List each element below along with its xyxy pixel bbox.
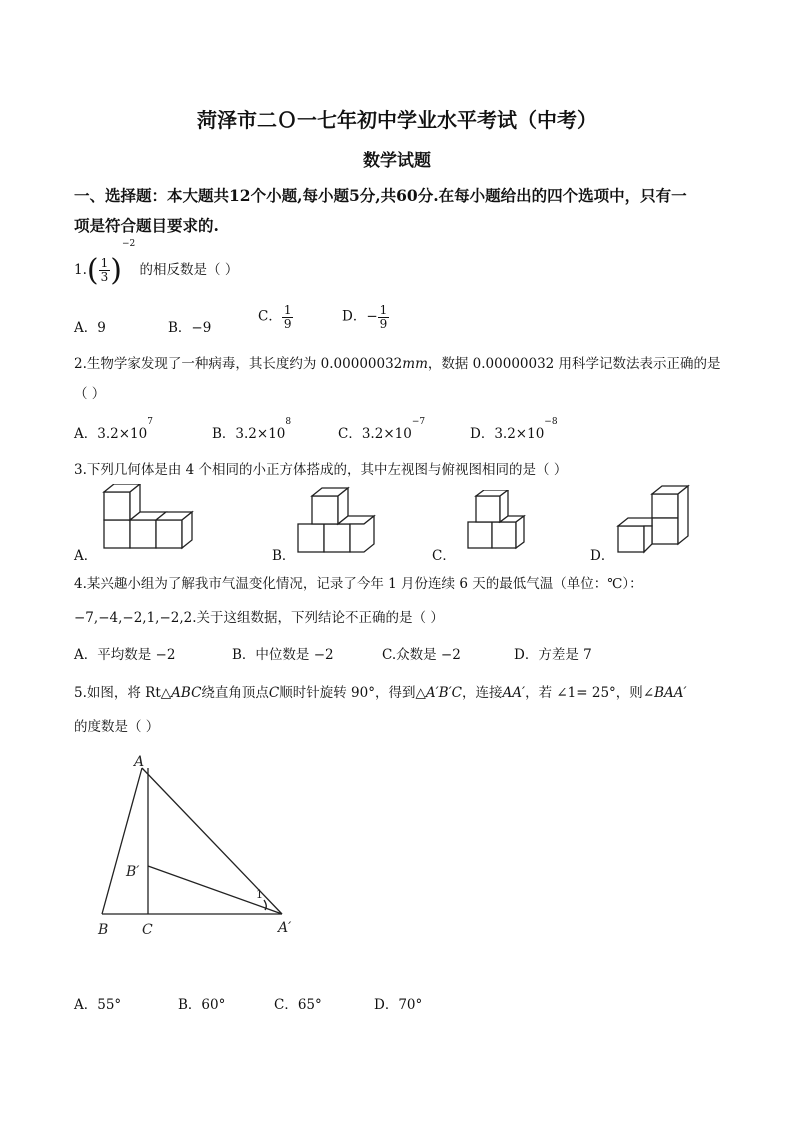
q2-option-a (74, 417, 153, 442)
q5-label-c: C (142, 922, 153, 938)
q2-option-b (212, 417, 292, 442)
q1-option-a-label: A． (74, 320, 98, 336)
q5-option-c-label: C． (274, 997, 298, 1013)
question-5-line1 (74, 681, 687, 701)
q1-option-d-denominator: 9 (379, 316, 388, 331)
q2-text-b: ，数据 0.00000032 用科学记数法表示正确的是 (427, 356, 721, 372)
q4-option-a-value: 平均数是 −2 (97, 647, 176, 663)
q5-triangle-apbpc: △A′B′C (415, 685, 462, 701)
q4-option-d-label: D． (514, 647, 539, 663)
q5-label-a: A (134, 754, 145, 770)
question-4-line1: 4.某兴趣小组为了解我市气温变化情况，记录了今年 1 月份连续 6 天的最低气温（单位：℃）： (74, 576, 643, 592)
q5-text-a: 5.如图，将 Rt (74, 685, 161, 701)
q5-label-b: B (98, 922, 109, 938)
exam-subtitle: 数学试题 (363, 151, 431, 171)
q5-angle-baap: ∠BAA′ (642, 685, 687, 701)
question-4-line2: −7,−4,−2,1,−2,2.关于这组数据，下列结论不正确的是（ ） (74, 610, 444, 626)
q1-number: 1. (74, 262, 87, 278)
q1-option-d (342, 304, 389, 330)
q1-option-b-value: −9 (191, 320, 212, 336)
q1-option-d-label: D． (342, 308, 367, 325)
q2-option-a-exp: 7 (147, 417, 153, 427)
q3-option-c-label: C． (432, 548, 456, 564)
q2-option-d-exp: −8 (544, 417, 558, 427)
q4-option-b (232, 643, 334, 663)
q1-base-denominator: 3 (100, 270, 109, 284)
q1-option-b-label: B． (168, 320, 192, 336)
q2-text-a: 2.生物学家发现了一种病毒，其长度约为 0.00000032 (74, 356, 403, 372)
q5-segment-aap: AA′ (502, 685, 526, 701)
q5-option-c (274, 993, 322, 1013)
q2-option-c-label: C． (338, 426, 362, 442)
q5-option-a-label: A． (74, 997, 98, 1013)
q2-option-a-label: A． (74, 426, 98, 442)
q2-option-b-exp: 8 (285, 417, 292, 427)
q5-option-a (74, 993, 121, 1013)
q1-base-numerator: 1 (100, 256, 109, 271)
q5-point-c: C (268, 685, 280, 701)
q1-option-c-denominator: 9 (283, 316, 292, 331)
q3-figure-d (614, 484, 696, 556)
q3-option-b-label: B． (272, 548, 296, 564)
q5-label-a-prime: A′ (278, 920, 292, 936)
q5-text-c: 顺时针旋转 90°，得到 (279, 685, 416, 701)
q5-triangle-abc: △ABC (160, 685, 202, 701)
q1-option-a (74, 316, 106, 336)
q5-option-d-label: D． (374, 997, 399, 1013)
question-3: 3.下列几何体是由 4 个相同的小正方体搭成的，其中左视图与俯视图相同的是（ ） (74, 462, 568, 478)
q2-option-c (338, 417, 426, 442)
q5-label-b-prime: B′ (126, 864, 140, 880)
q2-option-b-label: B． (212, 426, 236, 442)
q1-option-c-label: C． (258, 308, 282, 325)
q1-exponent: −2 (121, 239, 136, 249)
q3-figure-c (462, 490, 526, 552)
q4-option-c (382, 643, 461, 663)
q1-option-b (168, 316, 211, 336)
q1-option-d-sign: − (366, 308, 378, 325)
q1-option-d-numerator: 1 (379, 303, 388, 317)
section-instructions-line2: 项是符合题目要求的. (74, 216, 219, 235)
q5-option-b-label: B． (178, 997, 202, 1013)
q2-option-d-label: D． (470, 426, 495, 442)
q5-option-d (374, 993, 422, 1013)
q5-option-b-value: 60° (201, 997, 226, 1013)
q4-option-c-value: 众数是 −2 (396, 647, 461, 663)
q5-option-b (178, 993, 225, 1013)
q2-option-b-base: 3.2×10 (235, 426, 286, 442)
q5-label-angle-1: 1 (256, 888, 263, 901)
q2-option-c-exp: −7 (411, 417, 426, 427)
q3-figure-b (294, 486, 376, 556)
q1-suffix: 的相反数是（ ） (139, 262, 239, 278)
q2-option-d-base: 3.2×10 (494, 426, 545, 442)
q4-option-b-value: 中位数是 −2 (255, 647, 334, 663)
question-2-line2: （ ） (74, 386, 106, 402)
q1-option-c (258, 304, 293, 330)
q4-option-d (514, 643, 592, 663)
section-instructions-line1: 一、选择题：本大题共12个小题,每小题5分,共60分.在每小题给出的四个选项中，只有一 (74, 186, 687, 205)
q4-option-b-label: B． (232, 647, 256, 663)
q2-option-a-base: 3.2×10 (97, 426, 148, 442)
q1-option-a-value: 9 (97, 320, 106, 336)
q4-option-a (74, 643, 175, 663)
exam-title: 菏泽市二Ｏ一七年初中学业水平考试（中考） (197, 108, 597, 132)
q3-option-d-label: D． (590, 548, 615, 564)
q4-option-d-value: 方差是 7 (538, 647, 592, 663)
q5-text-b: 绕直角顶点 (201, 685, 269, 701)
question-5-line2: 的度数是（ ） (74, 719, 160, 735)
q1-option-c-numerator: 1 (283, 303, 292, 317)
q2-unit: mm (402, 356, 428, 372)
q5-option-c-value: 65° (297, 997, 322, 1013)
question-1 (74, 239, 239, 288)
q1-paren-expression: ( $\frac{1}{3}$ ) (86, 253, 122, 288)
q4-option-a-label: A． (74, 647, 98, 663)
q2-option-c-base: 3.2×10 (361, 426, 412, 442)
q5-option-a-value: 55° (97, 997, 122, 1013)
q3-option-a-label: A． (74, 548, 98, 564)
question-2-line1 (74, 352, 721, 372)
q5-option-d-value: 70° (398, 997, 423, 1013)
q2-option-d (470, 417, 558, 442)
q5-triangle-figure (72, 750, 312, 946)
q4-option-c-label: C. (382, 647, 397, 663)
q5-text-d: ，连接 (462, 685, 503, 701)
q3-figure-a (100, 484, 204, 554)
q5-text-e: ，若 ∠1= 25°，则 (525, 685, 643, 701)
